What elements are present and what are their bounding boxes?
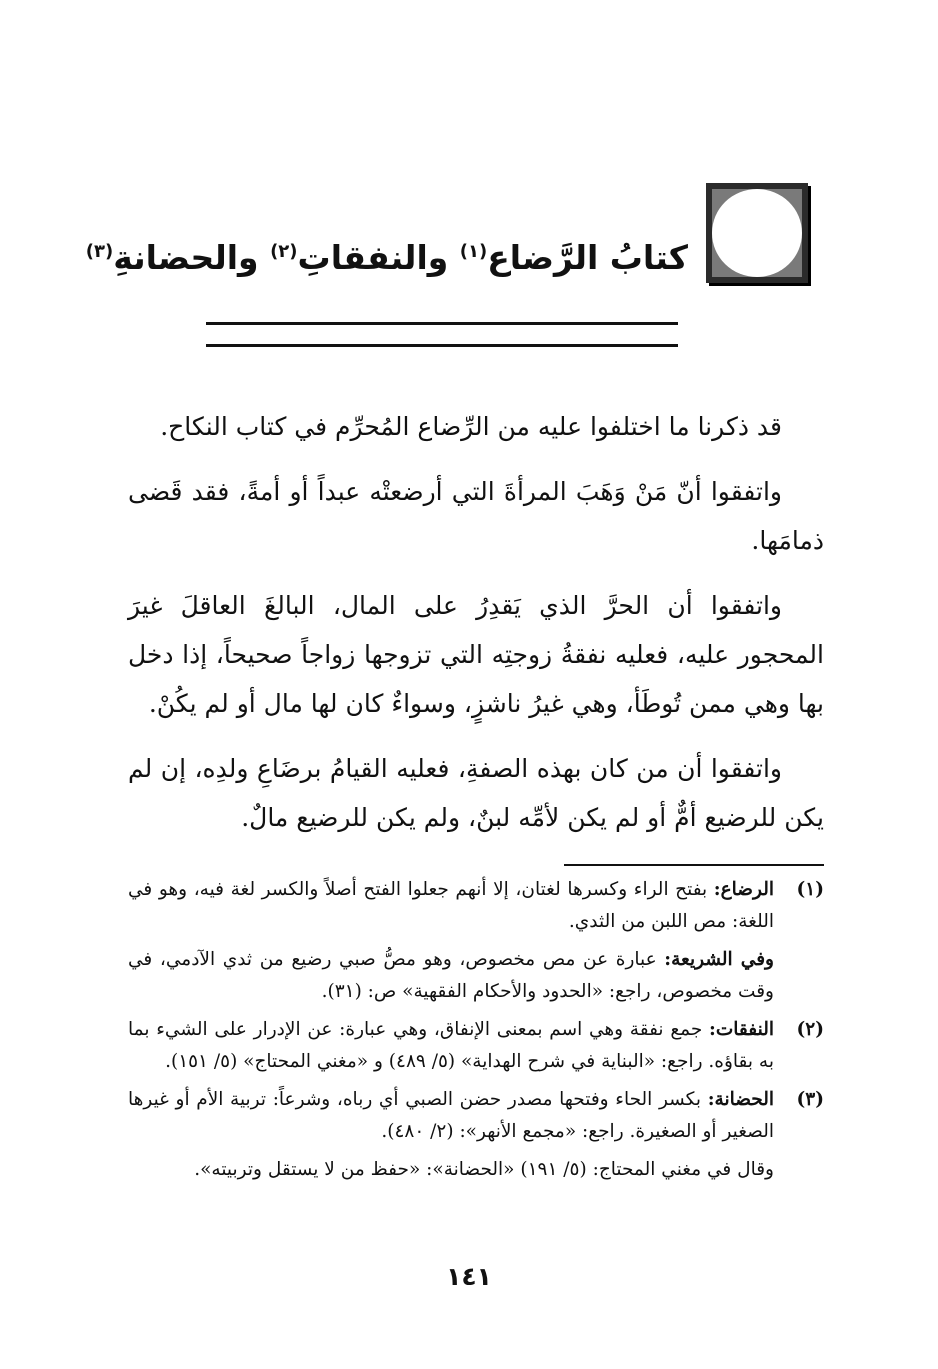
footnote-term: النفقات: [709, 1019, 774, 1040]
paragraph: واتفقوا أن الحرَّ الذي يَقدِرُ على المال، البالغَ العاقلَ غيرَ المحجور عليه، فعليه نفقةُ زوجتِه التي تزوجها زواجاً صحيحاً، إذا دخل بها وهي ممن تُوطَأ، وهي غيرُ ناشزٍ، وسواءٌ كان لها مال أو لم يكُنْ. [128, 591, 824, 718]
title-part-2: والنفقاتِ [297, 238, 460, 277]
footnote-text: وقال في مغني المحتاج: (٥/ ١٩١) «الحضانة»: «حفظ من لا يستقل وتربيته». [194, 1159, 774, 1180]
paragraph: قد ذكرنا ما اختلفوا عليه من الرِّضاع المُحرِّم في كتاب النكاح. [160, 412, 782, 441]
footnote-separator [564, 864, 824, 866]
footnote-text: بفتح الراء وكسرها لغتان، إلا أنهم جعلوا الفتح أصلاً والكسر لغة فيه، وهو في اللغة: مص اللبن من الثدي. [128, 879, 774, 932]
ornament-circle [712, 189, 802, 277]
body-text [128, 402, 824, 858]
footnote-term: وفي الشريعة: [664, 949, 774, 970]
chapter-title [86, 238, 688, 277]
footnote-term: الحضانة: [707, 1089, 774, 1110]
paragraph: واتفقوا أنّ مَنْ وَهَبَ المرأةَ التي أرضعتْه عبداً أو أمةً، فقد قَضى ذمامَها. [128, 477, 824, 555]
footnote-text: عبارة عن مص مخصوص، وهو مصُّ صبي رضيع من ثدي الآدمي، في وقت مخصوص، راجع: «الحدود والأحكام الفقهية» ص: (٣١). [128, 949, 774, 1002]
footnote-number: (٢) [796, 1019, 824, 1040]
title-ref-1[interactable]: (١) [459, 241, 488, 262]
footnotes [128, 874, 824, 1192]
paragraph: واتفقوا أن من كان بهذه الصفةِ، فعليه القيامُ برضَاعِ ولدِه، إن لم يكن للرضيع أمٌّ أو لم يكن لأمِّه لبنٌ، ولم يكن للرضيع مالٌ. [128, 754, 824, 832]
footnote-2 [128, 1014, 824, 1078]
title-ref-2[interactable]: (٢) [270, 241, 298, 262]
footnote-text: جمع نفقة وهي اسم بمعنى الإنفاق، وهي عبارة: عن الإدرار على الشيء بما به بقاؤه. راجع: «البناية في شرح الهداية» (٥/ ٤٨٩) و «مغني المحتاج» (٥/ ١٥١). [128, 1019, 774, 1072]
footnote-paragraph [128, 874, 774, 938]
title-part-1: كتابُ الرَّضاع [487, 238, 688, 277]
footnote-number: (١) [796, 879, 824, 900]
footnote-paragraph [128, 1154, 774, 1186]
title-rule-top [206, 322, 678, 325]
footnote-1 [128, 874, 824, 1008]
title-rule-bottom [206, 344, 678, 347]
footnote-term: الرضاع: [713, 879, 774, 900]
footnote-paragraph [128, 1084, 774, 1148]
footnote-text: بكسر الحاء وفتحها مصدر حضن الصبي أي رباه، وشرعاً: تربية الأم أو غيرها الصغير أو الصغيرة. راجع: «مجمع الأنهر»: (٢/ ٤٨٠). [128, 1089, 774, 1142]
footnote-number: (٣) [796, 1089, 824, 1110]
title-part-3: والحضانةِ [113, 238, 271, 277]
footnote-paragraph [128, 944, 774, 1008]
footnote-paragraph [128, 1014, 774, 1078]
title-ref-3[interactable]: (٣) [85, 241, 114, 262]
page-number: ١٤١ [446, 1262, 492, 1291]
chapter-ornament-icon [706, 183, 808, 283]
footnote-3 [128, 1084, 824, 1186]
